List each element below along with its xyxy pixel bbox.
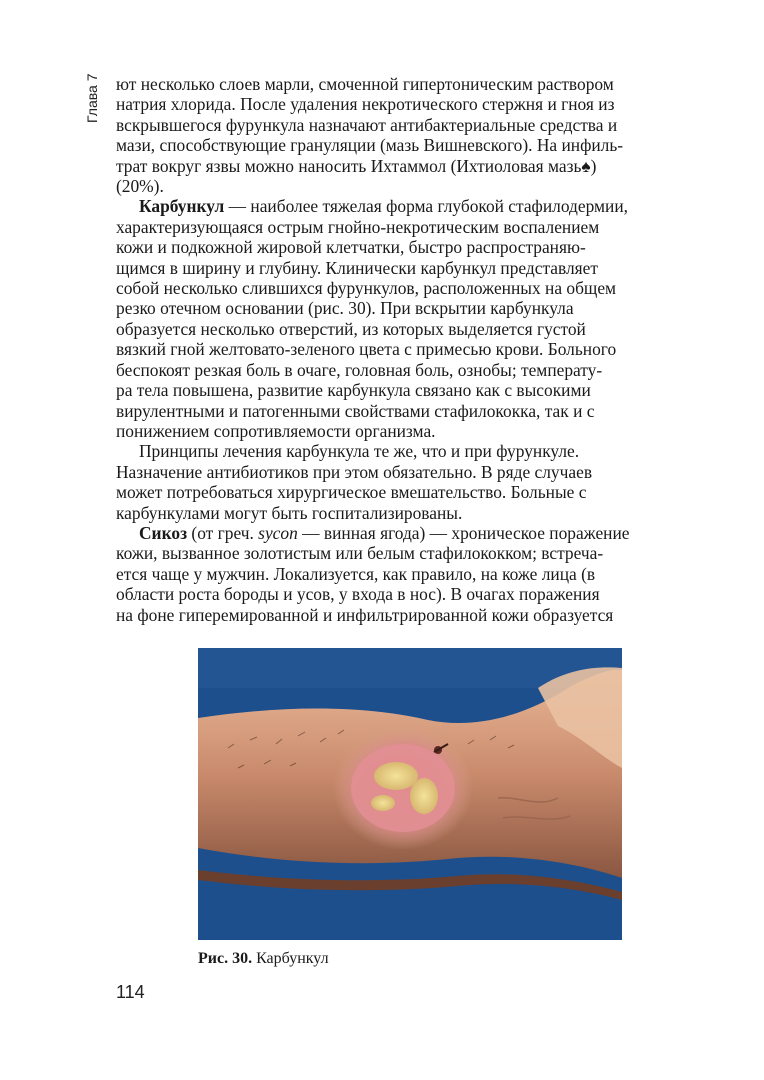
line: беспокоят резкая боль в очаге, головная боль, ознобы; температу-	[116, 359, 603, 380]
line: характеризующаяся острым гнойно-некротическим воспалением	[116, 216, 600, 237]
paragraph-1	[116, 74, 696, 196]
line: карбункулами могут быть госпитализированы.	[116, 502, 463, 523]
line: мази, способствующие грануляции (мазь Вишневского). На инфиль-	[116, 135, 624, 156]
line: может потребоваться хирургическое вмешательство. Больные с	[116, 482, 587, 503]
line: (20%).	[116, 176, 164, 197]
line: кожи и подкожной жировой клетчатки, быстро распространяю-	[116, 237, 586, 258]
line: вскрывшегося фурункула назначают антибактериальные средства и	[116, 114, 618, 135]
line: вязкий гной желтовато-зеленого цвета с примесью крови. Больного	[116, 339, 617, 360]
line: резко отечном основании (рис. 30). При вскрытии карбункула	[116, 298, 574, 319]
line: натрия хлорида. После удаления некротического стержня и гноя из	[116, 94, 615, 115]
line: образуется несколько отверстий, из которых выделяется густой	[116, 318, 586, 339]
line: кожи, вызванное золотистым или белым стафилококком; встреча-	[116, 543, 604, 564]
line: щимся в ширину и глубину. Клинически карбункул представляет	[116, 257, 598, 278]
line: — наиболее тяжелая форма глубокой стафилодермии,	[224, 196, 628, 217]
page-number: 114	[116, 982, 145, 1002]
paragraph-treatment	[116, 441, 696, 523]
term-sycosis: Сикоз	[139, 522, 188, 543]
line: области роста бороды и усов, у входа в нос). В очагах поражения	[116, 584, 600, 605]
line: понижением сопротивляемости организма.	[116, 420, 436, 441]
line: — винная ягода) — хроническое поражение	[297, 522, 630, 543]
line: собой несколько слившихся фурункулов, расположенных на общем	[116, 278, 617, 299]
figure-photo	[198, 648, 622, 940]
figure-caption	[198, 950, 329, 968]
line: на фоне гиперемированной и инфильтрированной кожи образуется	[116, 604, 614, 625]
body-text	[116, 74, 696, 625]
line: ра тела повышена, развитие карбункула связано как с высокими	[116, 380, 591, 401]
line: вирулентными и патогенными свойствами стафилококка, так и с	[116, 400, 595, 421]
chapter-label: Глава 7	[84, 74, 100, 124]
paragraph-carbuncle	[116, 196, 696, 441]
italic-term: sycon	[258, 522, 298, 543]
term-carbuncle: Карбункул	[139, 196, 225, 217]
line: Принципы лечения карбункула те же, что и при фурункуле.	[139, 441, 580, 462]
line: трат вокруг язвы можно наносить Ихтаммол (Ихтиоловая мазь♠)	[116, 155, 597, 176]
line: ют несколько слоев марли, смоченной гипертоническим раствором	[116, 74, 614, 94]
figure-label: Рис. 30.	[198, 950, 253, 967]
figure-title: Карбункул	[256, 950, 329, 967]
forearm-photo-illustration	[198, 648, 622, 940]
paragraph-sycosis	[116, 523, 696, 625]
text-run: (от греч.	[187, 522, 259, 543]
line: Назначение антибиотиков при этом обязательно. В ряде случаев	[116, 461, 593, 482]
line: ется чаще у мужчин. Локализуется, как правило, на коже лица (в	[116, 563, 596, 584]
